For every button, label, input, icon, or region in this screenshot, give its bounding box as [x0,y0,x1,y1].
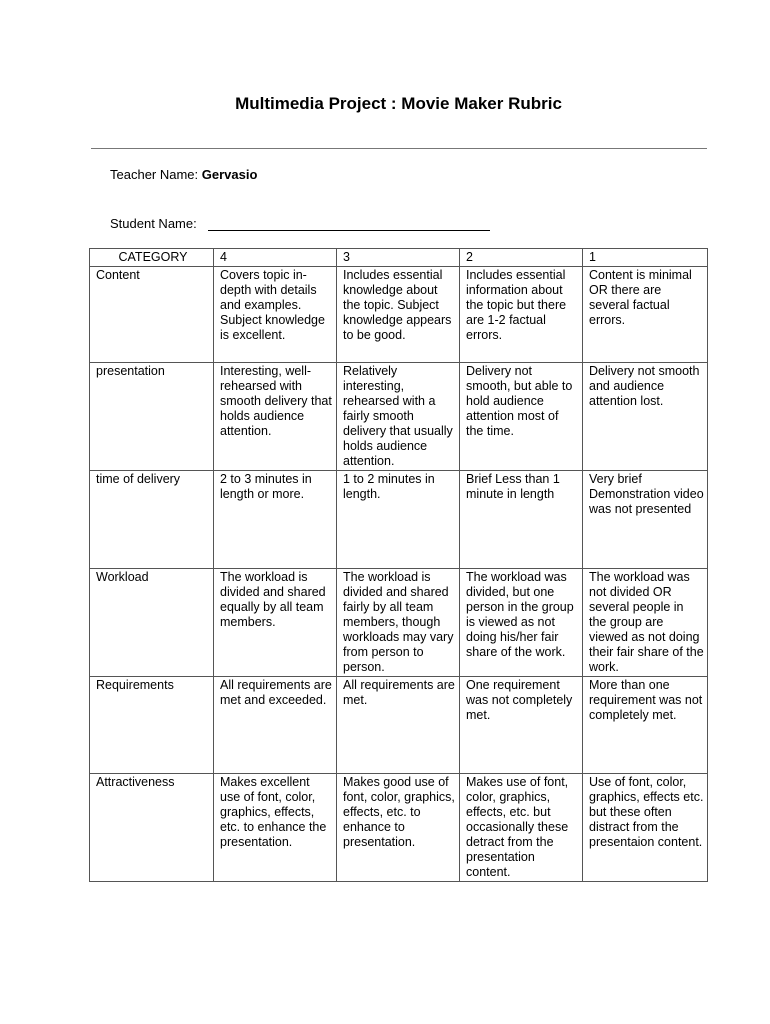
table-cell: The workload is divided and shared fairly by all team members, though workloads may vary from person to person. [337,569,460,677]
student-name-label: Student Name: [110,216,197,231]
header-category: CATEGORY [90,249,214,267]
table-row [90,363,708,471]
table-cell: All requirements are met. [337,677,460,774]
table-cell: Makes good use of font, color, graphics, effects, etc. to enhance to presentation. [337,774,460,882]
table-row [90,774,708,882]
row-category: Workload [90,569,214,677]
header-row [90,249,708,267]
table-row [90,267,708,363]
table-cell: The workload was not divided OR several people in the group are viewed as not doing their fair share of the work. [583,569,708,677]
table-cell: 1 to 2 minutes in length. [337,471,460,569]
table-cell: Includes essential knowledge about the topic. Subject knowledge appears to be good. [337,267,460,363]
row-category: presentation [90,363,214,471]
rubric-table [89,248,708,882]
table-cell: Covers topic in-depth with details and examples. Subject knowledge is excellent. [214,267,337,363]
horizontal-divider [91,148,707,149]
table-row [90,569,708,677]
table-cell: Makes excellent use of font, color, graphics, effects, etc. to enhance the presentation. [214,774,337,882]
table-cell: One requirement was not completely met. [460,677,583,774]
header-score-3: 3 [337,249,460,267]
table-cell: 2 to 3 minutes in length or more. [214,471,337,569]
table-cell: The workload is divided and shared equally by all team members. [214,569,337,677]
header-score-1: 1 [583,249,708,267]
table-cell: Includes essential information about the topic but there are 1-2 factual errors. [460,267,583,363]
row-category: Attractiveness [90,774,214,882]
page-title: Multimedia Project : Movie Maker Rubric [235,94,562,113]
table-cell: More than one requirement was not completely met. [583,677,708,774]
row-category: Requirements [90,677,214,774]
header-score-4: 4 [214,249,337,267]
row-category: Content [90,267,214,363]
table-cell: Brief Less than 1 minute in length [460,471,583,569]
teacher-name-field [110,167,257,182]
table-cell: Delivery not smooth, but able to hold audience attention most of the time. [460,363,583,471]
table-cell: Makes use of font, color, graphics, effects, etc. but occasionally these detract from the presentation content. [460,774,583,882]
table-cell: Relatively interesting, rehearsed with a fairly smooth delivery that usually holds audience attention. [337,363,460,471]
row-category: time of delivery [90,471,214,569]
table-cell: Use of font, color, graphics, effects etc. but these often distract from the presentaion content. [583,774,708,882]
table-cell: All requirements are met and exceeded. [214,677,337,774]
table-cell: Content is minimal OR there are several factual errors. [583,267,708,363]
table-cell: Delivery not smooth and audience attention lost. [583,363,708,471]
header-score-2: 2 [460,249,583,267]
teacher-name-value: Gervasio [201,167,258,182]
table-cell: The workload was divided, but one person in the group is viewed as not doing his/her fair share of the work. [460,569,583,677]
table-row [90,677,708,774]
teacher-name-label: Teacher Name: [110,167,199,182]
table-cell: Interesting, well-rehearsed with smooth delivery that holds audience attention. [214,363,337,471]
table-cell: Very brief Demonstration video was not presented [583,471,708,569]
table-row [90,471,708,569]
student-name-blank-line [208,230,490,231]
